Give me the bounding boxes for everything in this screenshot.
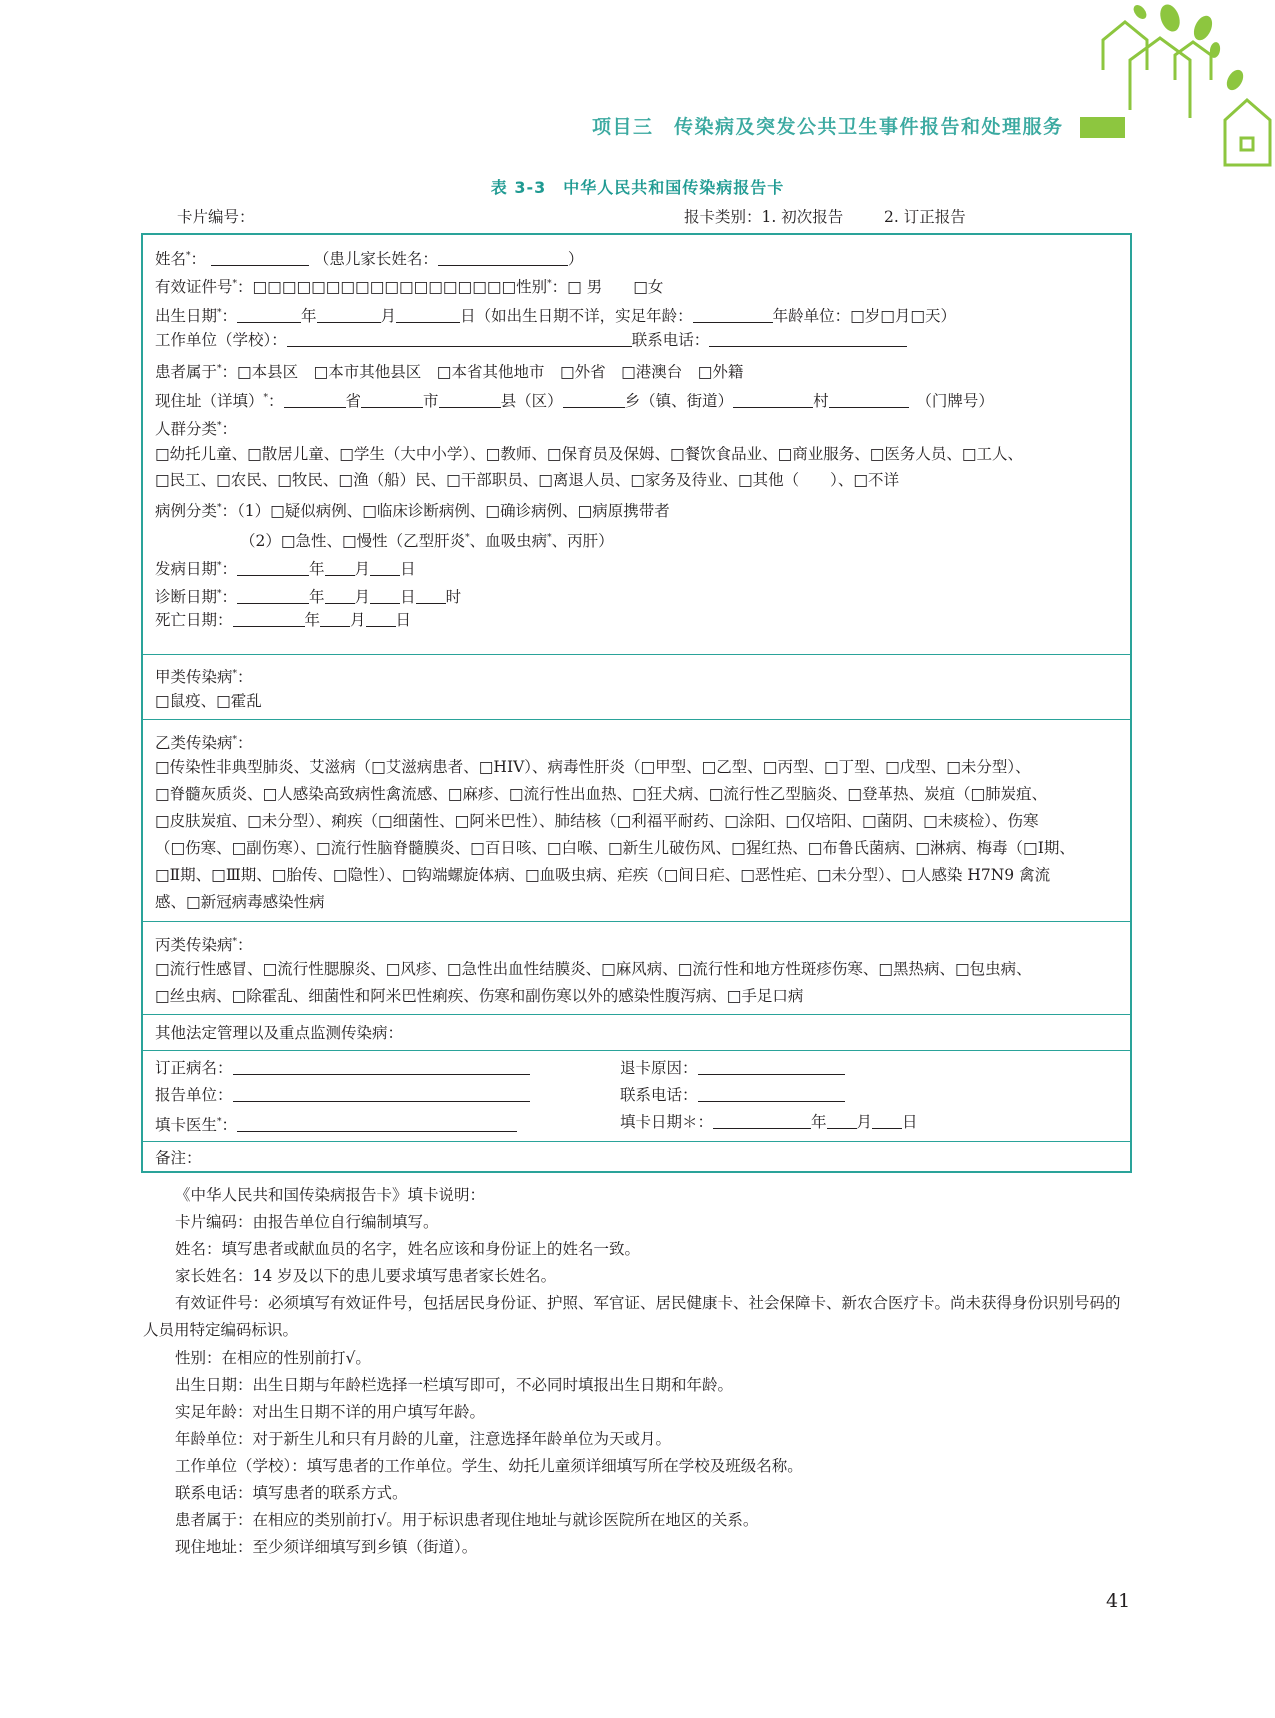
diag-hour-field[interactable] <box>416 588 446 604</box>
report-card-form <box>141 233 1132 1173</box>
section-divider <box>143 719 1130 720</box>
birth-day-field[interactable] <box>396 307 460 323</box>
doctor-row: 填卡医生*： <box>155 1112 1120 1135</box>
class-a-title: 甲类传染病 <box>155 668 233 686</box>
death-label: 死亡日期： <box>155 611 233 629</box>
crowd-options-1[interactable]: □幼托儿童、□散居儿童、□学生（大中小学）、□教师、□保育员及保姆、□餐饮食品业、□商业服务、□医务人员、□工人、 <box>155 445 1024 463</box>
belong-label: 患者属于 <box>155 363 218 381</box>
report-unit-field[interactable] <box>233 1086 530 1102</box>
death-month-field[interactable] <box>320 611 350 627</box>
section-divider <box>143 1014 1130 1015</box>
onset-date-row: 发病日期*： 年 月 日 <box>155 560 416 578</box>
correct-name-field[interactable] <box>233 1059 530 1075</box>
case-options-1[interactable]: ：（1）□疑似病例、□临床诊断病例、□确诊病例、□病原携带者 <box>221 502 670 520</box>
notes-heading: 《中华人民共和国传染病报告卡》填卡说明： <box>175 1186 486 1204</box>
note-item: 家长姓名：14 岁及以下的患儿要求填写患者家长姓名。 <box>175 1267 557 1285</box>
diag-day-field[interactable] <box>370 588 400 604</box>
age-field[interactable] <box>693 307 773 323</box>
phone-label: 联系电话： <box>631 331 710 349</box>
name-field[interactable] <box>211 250 309 266</box>
house-no-field[interactable] <box>829 392 909 408</box>
section-divider <box>143 654 1130 655</box>
page-number: 41 <box>1106 1590 1131 1612</box>
class-b-title-row: 乙类传染病*： <box>155 734 253 752</box>
birth-label: 出生日期 <box>155 307 218 325</box>
withdraw-reason-field[interactable] <box>698 1059 845 1075</box>
class-c-options-1[interactable]: □流行性感冒、□流行性腮腺炎、□风疹、□急性出血性结膜炎、□麻风病、□流行性和地方性斑疹伤寒、□黑热病、□包虫病、 <box>155 960 1032 978</box>
id-label: 有效证件号 <box>155 278 233 296</box>
header-accent-bar <box>1080 117 1125 138</box>
town-field[interactable] <box>563 392 625 408</box>
diag-month-field[interactable] <box>325 588 355 604</box>
diag-year-field[interactable] <box>237 588 309 604</box>
belong-row: 患者属于*：□本县区 □本市其他县区 □本省其他地市 □外省 □港澳台 □外籍 <box>155 363 744 381</box>
note-item: 患者属于：在相应的类别前打√。用于标识患者现住地址与就诊医院所在地区的关系。 <box>175 1511 759 1529</box>
note-item: 实足年龄：对出生日期不详的用户填写年龄。 <box>175 1403 486 1421</box>
onset-year-field[interactable] <box>237 560 309 576</box>
onset-label: 发病日期 <box>155 560 218 578</box>
card-type-label: 报卡类别：1. 初次报告 <box>684 208 844 226</box>
crowd-label-row: 人群分类*： <box>155 420 238 438</box>
id-boxes[interactable]: □□□□□□□□□□□□□□□□□□ <box>252 278 517 296</box>
death-date-row: 死亡日期： 年 月 日 <box>155 611 412 629</box>
onset-day-field[interactable] <box>370 560 400 576</box>
crowd-options-2[interactable]: □民工、□农民、□牧民、□渔（船）民、□干部职员、□离退人员、□家务及待业、□其他（ ）、□不详 <box>155 471 900 489</box>
note-item: 联系电话：填写患者的联系方式。 <box>175 1484 408 1502</box>
province-field[interactable] <box>284 392 346 408</box>
note-item: 卡片编码：由报告单位自行编制填写。 <box>175 1213 439 1231</box>
death-day-field[interactable] <box>366 611 396 627</box>
diagnosis-date-row: 诊断日期*： 年 月 日 时 <box>155 588 462 606</box>
contact-phone-row <box>620 1085 1120 1105</box>
correct-name-label: 订正病名： <box>155 1059 233 1077</box>
onset-month-field[interactable] <box>325 560 355 576</box>
section-divider <box>143 921 1130 922</box>
birth-year-field[interactable] <box>237 307 301 323</box>
card-number-label: 卡片编号： <box>177 208 255 226</box>
work-row <box>155 330 1120 350</box>
fill-date-label: 填卡日期＊： <box>620 1113 714 1131</box>
house-leaf-decoration <box>1075 0 1275 175</box>
doctor-field[interactable] <box>237 1116 517 1132</box>
section-divider <box>143 1050 1130 1051</box>
withdraw-reason-label: 退卡原因： <box>620 1059 698 1077</box>
fill-month-field[interactable] <box>827 1113 857 1129</box>
death-year-field[interactable] <box>233 611 305 627</box>
withdraw-reason-row <box>620 1058 1120 1078</box>
work-label: 工作单位（学校）： <box>155 331 287 349</box>
diagnosis-label: 诊断日期 <box>155 588 218 606</box>
note-item: 性别：在相应的性别前打√。 <box>175 1349 371 1367</box>
age-unit-options[interactable]: 年龄单位：□岁□月□天） <box>772 307 957 325</box>
doctor-label: 填卡医生 <box>155 1116 218 1134</box>
class-b-options-6[interactable]: 感、□新冠病毒感染性病 <box>155 893 325 911</box>
city-field[interactable] <box>361 392 423 408</box>
note-item: 姓名：填写患者或献血员的名字，姓名应该和身份证上的姓名一致。 <box>175 1240 641 1258</box>
class-c-title: 丙类传染病 <box>155 936 233 954</box>
report-unit-label: 报告单位： <box>155 1086 233 1104</box>
other-diseases-title: 其他法定管理以及重点监测传染病： <box>155 1024 404 1042</box>
name-label: 姓名 <box>155 250 187 268</box>
parent-name-field[interactable] <box>438 250 568 266</box>
case-label: 病例分类 <box>155 502 218 520</box>
sex-male-checkbox[interactable]: □ 男 <box>567 278 603 296</box>
sex-label: 性别 <box>516 278 548 296</box>
remark-label: 备注： <box>155 1149 202 1167</box>
parent-name-label: （患儿家长姓名： <box>313 250 438 268</box>
village-field[interactable] <box>733 392 813 408</box>
section-divider <box>143 1141 1130 1142</box>
work-field[interactable] <box>287 331 632 347</box>
class-b-options-2[interactable]: □脊髓灰质炎、□人感染高致病性禽流感、□麻疹、□流行性出血热、□狂犬病、□流行性乙型脑炎、□登革热、炭疽（□肺炭疽、 <box>155 785 1048 803</box>
contact-phone-label: 联系电话： <box>620 1086 698 1104</box>
fill-year-field[interactable] <box>713 1113 811 1129</box>
case-row-2[interactable]: （2）□急性、□慢性（乙型肝炎*、血吸虫病*、丙肝） <box>240 532 614 550</box>
note-item: 工作单位（学校）：填写患者的工作单位。学生、幼托儿童须详细填写所在学校及班级名称。 <box>175 1457 803 1475</box>
note-item: 年龄单位：对于新生儿和只有月龄的儿童，注意选择年龄单位为天或月。 <box>175 1430 672 1448</box>
note-item: 现住地址：至少须详细填写到乡镇（街道）。 <box>175 1538 478 1556</box>
class-c-title-row: 丙类传染病*： <box>155 936 253 954</box>
county-field[interactable] <box>439 392 501 408</box>
phone-field[interactable] <box>709 331 907 347</box>
table-title: 表 3-3 中华人民共和国传染病报告卡 <box>490 178 785 197</box>
id-row: 有效证件号*：□□□□□□□□□□□□□□□□□□性别*：□ 男 □女 <box>155 278 664 296</box>
crowd-label: 人群分类 <box>155 420 218 438</box>
class-b-options-5[interactable]: □Ⅱ期、□Ⅲ期、□胎传、□隐性）、□钩端螺旋体病、□血吸虫病、疟疾（□间日疟、□恶性疟、□未分型）、□人感染 H7N9 禽流 <box>155 866 1051 884</box>
contact-phone-field[interactable] <box>698 1086 845 1102</box>
birth-month-field[interactable] <box>317 307 381 323</box>
fill-date-row: 填卡日期＊： 年 月 日 <box>620 1113 918 1131</box>
class-a-options[interactable]: □鼠疫、□霍乱 <box>155 692 262 710</box>
address-label: 现住址（详填） <box>155 392 264 410</box>
note-item: 出生日期：出生日期与年龄栏选择一栏填写即可，不必同时填报出生日期和年龄。 <box>175 1376 734 1394</box>
class-b-options-3[interactable]: □皮肤炭疽、□未分型）、痢疾（□细菌性、□阿米巴性）、肺结核（□利福平耐药、□涂阳、□仅培阳、□菌阴、□未痰检）、伤寒 <box>155 812 1039 830</box>
fill-day-field[interactable] <box>872 1113 902 1129</box>
class-b-options-1[interactable]: □传染性非典型肺炎、艾滋病（□艾滋病患者、□HIV）、病毒性肝炎（□甲型、□乙型、□丙型、□丁型、□戊型、□未分型）、 <box>155 758 1031 776</box>
birth-row: 出生日期*： 年 月 日（如出生日期不详，实足年龄： 年龄单位：□岁□月□天） <box>155 307 957 325</box>
address-row: 现住址（详填）*： 省 市 县（区） 乡（镇、街道） 村 （门牌号） <box>155 392 994 410</box>
note-item: 有效证件号：必须填写有效证件号，包括居民身份证、护照、军官证、居民健康卡、社会保障卡、新农合医疗卡。尚未获得身份识别号码的人员用特定编码标识。 <box>143 1294 1121 1339</box>
class-c-options-2[interactable]: □丝虫病、□除霍乱、细菌性和阿米巴性痢疾、伤寒和副伤寒以外的感染性腹泻病、□手足口病 <box>155 987 804 1005</box>
card-type-option-2: 2. 订正报告 <box>884 208 966 226</box>
class-a-title-row: 甲类传染病*： <box>155 668 253 686</box>
belong-options[interactable]: ：□本县区 □本市其他县区 □本省其他地市 □外省 □港澳台 □外籍 <box>221 363 744 381</box>
sex-female-checkbox[interactable]: □女 <box>633 278 664 296</box>
case-row-1: 病例分类*：（1）□疑似病例、□临床诊断病例、□确诊病例、□病原携带者 <box>155 502 670 520</box>
class-b-options-4[interactable]: （□伤寒、□副伤寒）、□流行性脑脊髓膜炎、□百日咳、□白喉、□新生儿破伤风、□猩红热、□布鲁氏菌病、□淋病、梅毒（□Ⅰ期、 <box>155 839 1075 857</box>
name-row: 姓名*： （患儿家长姓名： ） <box>155 250 584 268</box>
class-b-title: 乙类传染病 <box>155 734 233 752</box>
chapter-title: 项目三 传染病及突发公共卫生事件报告和处理服务 <box>592 116 1064 138</box>
